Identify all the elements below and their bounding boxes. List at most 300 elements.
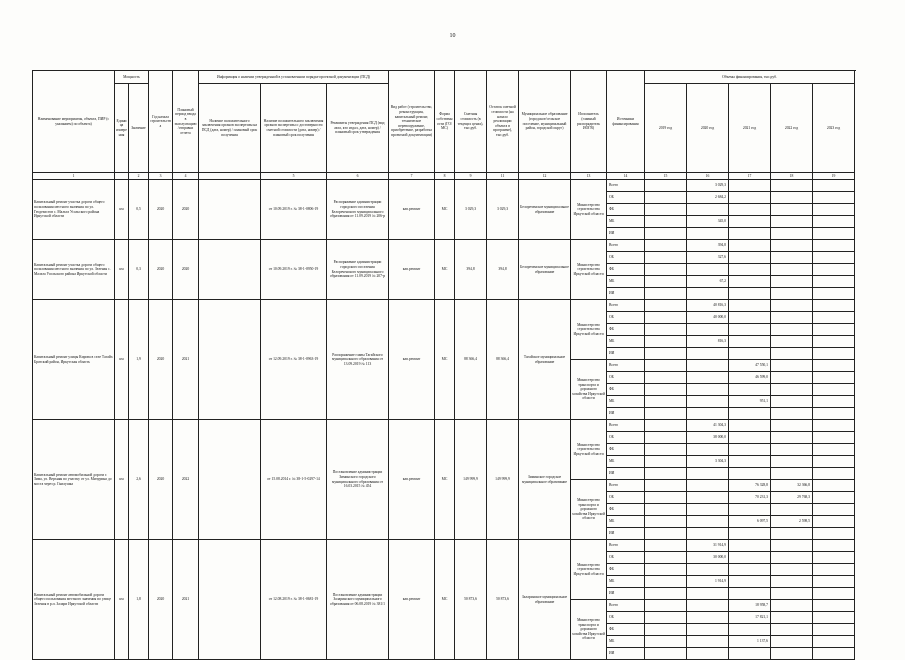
header-year-2020: 2020 год [687, 84, 729, 173]
funding-source: Всего [607, 300, 645, 312]
executor: Министерство транспорта и дорожного хозяйства Иркутской области [571, 480, 607, 540]
funding-2023 [813, 492, 855, 504]
funding-source: МБ [607, 216, 645, 228]
funding-2021 [729, 348, 771, 360]
funding-2019 [645, 372, 687, 384]
funding-2020: 31 914,9 [687, 540, 729, 552]
funding-2021 [729, 408, 771, 420]
funding-2019 [645, 624, 687, 636]
funding-2023 [813, 552, 855, 564]
funding-2022 [771, 396, 813, 408]
cost-conclusion: от 15.08.2014 г. № 38-1-5-0297-14 [261, 420, 327, 540]
end-year: 2021 [173, 300, 199, 420]
funding-2020 [687, 492, 729, 504]
funding-source: ОБ [607, 492, 645, 504]
column-number: 11 [487, 173, 519, 180]
remaining-cost: 3 029,3 [487, 180, 519, 240]
funding-source: ОБ [607, 372, 645, 384]
capacity-value: 0,3 [129, 240, 149, 300]
funding-2020 [687, 468, 729, 480]
funding-2019 [645, 396, 687, 408]
funding-2019 [645, 456, 687, 468]
start-year: 2020 [149, 300, 173, 420]
funding-2023 [813, 612, 855, 624]
start-year: 2020 [149, 180, 173, 240]
column-number: 3 [149, 173, 173, 180]
funding-2019 [645, 300, 687, 312]
funding-2023 [813, 540, 855, 552]
funding-source: ФБ [607, 504, 645, 516]
funding-2021: 18 958,7 [729, 600, 771, 612]
funding-2019 [645, 264, 687, 276]
funding-source: ИИ [607, 588, 645, 600]
funding-2020 [687, 360, 729, 372]
funding-2021 [729, 504, 771, 516]
header-funding-volume: Объемы финансирования, тыс.руб. [645, 71, 855, 84]
capacity-unit: км [115, 420, 129, 540]
funding-2019 [645, 360, 687, 372]
header-unit: Единица измерения [115, 84, 129, 173]
funding-2020 [687, 504, 729, 516]
funding-2019 [645, 216, 687, 228]
funding-source: ФБ [607, 444, 645, 456]
header-cost-conclusion: Наличие положительного заключения органов экспертизы о достоверности сметной стоимости (дата, номер) / плановый срок получения [261, 84, 327, 173]
funding-2021 [729, 312, 771, 324]
header-capacity: Мощность [115, 71, 149, 84]
funding-2022 [771, 648, 813, 660]
funding-2023 [813, 384, 855, 396]
funding-2021 [729, 228, 771, 240]
funding-2022 [771, 432, 813, 444]
funding-2021 [729, 192, 771, 204]
table-row [33, 300, 855, 312]
funding-2022 [771, 564, 813, 576]
funding-source: Всего [607, 420, 645, 432]
funding-2023 [813, 396, 855, 408]
positive-conclusion [199, 240, 261, 300]
funding-2020 [687, 564, 729, 576]
column-number: 1 [33, 173, 115, 180]
funding-2019 [645, 552, 687, 564]
remaining-cost: 88 366,4 [487, 300, 519, 420]
funding-2023 [813, 576, 855, 588]
end-year: 2022 [173, 420, 199, 540]
municipality: Белореченское муниципальное образование [519, 180, 571, 240]
object-name: Капитальный ремонт автомобильной дороги общего пользования местного значения по улице Зеленая в р.п. Залари Иркутской области [33, 540, 115, 660]
funding-2019 [645, 228, 687, 240]
header-work-type: Вид работ (строительство, реконструкция, капитальный ремонт, техническое перевооружение, приобретение, разработка проектной документации) [389, 71, 435, 173]
column-number: 7 [389, 173, 435, 180]
work-type: кап.ремонт [389, 540, 435, 660]
funding-2022 [771, 384, 813, 396]
header-start-year: Год начала строительства [149, 71, 173, 173]
ownership-form: МС [435, 300, 455, 420]
funding-2023 [813, 216, 855, 228]
funding-2023 [813, 180, 855, 192]
column-number [199, 173, 261, 180]
funding-2020 [687, 384, 729, 396]
start-year: 2020 [149, 420, 173, 540]
funding-2023 [813, 408, 855, 420]
funding-2023 [813, 504, 855, 516]
funding-2022 [771, 240, 813, 252]
funding-2020: 3 304,3 [687, 456, 729, 468]
header-year-2019: 2019 год [645, 84, 687, 173]
funding-2020: 327,6 [687, 252, 729, 264]
cost-conclusion: от 10.09.2019 г. № 38-1-0950-19 [261, 240, 327, 300]
funding-2021: 6 097,5 [729, 516, 771, 528]
investment-table [32, 70, 855, 660]
funding-2020 [687, 264, 729, 276]
municipality: Зиминское городское муниципальное образование [519, 420, 571, 540]
funding-2021 [729, 564, 771, 576]
table-body [33, 180, 855, 660]
header-year-2021: 2021 год [729, 84, 771, 173]
funding-2020 [687, 348, 729, 360]
funding-2023 [813, 516, 855, 528]
funding-2021: 76 328,8 [729, 480, 771, 492]
funding-2021 [729, 384, 771, 396]
funding-2023 [813, 624, 855, 636]
executor: Министерство строительства Иркутской области [571, 300, 607, 360]
funding-source: ОБ [607, 612, 645, 624]
funding-2021 [729, 264, 771, 276]
funding-2023 [813, 588, 855, 600]
column-number: 8 [435, 173, 455, 180]
funding-2020 [687, 612, 729, 624]
funding-source: ФБ [607, 564, 645, 576]
funding-2022 [771, 192, 813, 204]
funding-source: ОБ [607, 312, 645, 324]
funding-2022 [771, 312, 813, 324]
funding-source: ФБ [607, 624, 645, 636]
header-approval-act: Реквизиты утверждения ПСД (вид акта, кто издал, дата, номер) / плановый срок утверждения [327, 84, 389, 173]
funding-2022 [771, 288, 813, 300]
capacity-unit: км [115, 540, 129, 660]
funding-2020: 38 000,0 [687, 432, 729, 444]
funding-2020: 2 684,2 [687, 192, 729, 204]
capacity-unit: км [115, 240, 129, 300]
positive-conclusion [199, 420, 261, 540]
funding-2022: 2 598,5 [771, 516, 813, 528]
funding-2021: 951,1 [729, 396, 771, 408]
header-value: Значение [129, 84, 149, 173]
header-ownership: Форма собственности (ГО/МС) [435, 71, 455, 173]
funding-2019 [645, 180, 687, 192]
funding-2023 [813, 276, 855, 288]
funding-2019 [645, 528, 687, 540]
funding-2021 [729, 528, 771, 540]
funding-2020 [687, 624, 729, 636]
header-end-year: Плановый период ввода в эксплуатацию/отправки отчета [173, 71, 199, 173]
funding-2022 [771, 204, 813, 216]
funding-2022 [771, 408, 813, 420]
object-name: Капитальный ремонт участка дороги общего пользования местного значения по ул. Зеленая с. Мальта Усольского района Иркутской области [33, 240, 115, 300]
column-number: 18 [771, 173, 813, 180]
funding-source: МБ [607, 336, 645, 348]
capacity-unit: км [115, 300, 129, 420]
funding-2022: 29 768,3 [771, 492, 813, 504]
funding-2023 [813, 300, 855, 312]
header-object-name: Наименование мероприятия, объекта, ПИР (с указанием) по объекта) [33, 71, 115, 173]
funding-2023 [813, 444, 855, 456]
funding-source: МБ [607, 576, 645, 588]
table-row [33, 180, 855, 192]
funding-source: ИИ [607, 288, 645, 300]
funding-2022 [771, 348, 813, 360]
funding-2020: 30 000,0 [687, 552, 729, 564]
municipality: Тагайское муниципальное образование [519, 300, 571, 420]
funding-2021 [729, 204, 771, 216]
funding-2022 [771, 552, 813, 564]
column-number: 14 [607, 173, 645, 180]
funding-2022 [771, 528, 813, 540]
funding-2020 [687, 588, 729, 600]
funding-2021: 47 550,1 [729, 360, 771, 372]
header-funding-source: Источники финансирования [607, 71, 645, 173]
funding-2022 [771, 336, 813, 348]
funding-source: ОБ [607, 252, 645, 264]
funding-2022 [771, 504, 813, 516]
header-positive-conclusion: Наличие положительного заключения органов экспертизы на ПСД (дата, номер) / плановый срок получения [199, 84, 261, 173]
funding-2019 [645, 348, 687, 360]
funding-2021 [729, 468, 771, 480]
funding-source: МБ [607, 636, 645, 648]
executor: Министерство транспорта и дорожного хозяйства Иркутской области [571, 600, 607, 660]
column-number: 5 [261, 173, 327, 180]
funding-source: ИИ [607, 228, 645, 240]
ownership-form: МС [435, 180, 455, 240]
funding-2019 [645, 420, 687, 432]
municipality: Заларинское муниципальное образование [519, 540, 571, 660]
header-estimated-cost: Сметная стоимость (в текущих ценах), тыс.руб. [455, 71, 487, 173]
funding-2023 [813, 480, 855, 492]
column-number: 4 [173, 173, 199, 180]
funding-2022 [771, 324, 813, 336]
capacity-value: 2,6 [129, 420, 149, 540]
funding-2020 [687, 444, 729, 456]
capacity-value: 0,5 [129, 180, 149, 240]
ownership-form: МС [435, 540, 455, 660]
start-year: 2020 [149, 540, 173, 660]
funding-2022 [771, 588, 813, 600]
funding-source: ФБ [607, 324, 645, 336]
header-year-2022: 2022 год [771, 84, 813, 173]
funding-2021 [729, 216, 771, 228]
column-number: 13 [571, 173, 607, 180]
header-executor: Исполнитель (главный распорядитель ИОГВ) [571, 71, 607, 173]
work-type: кап.ремонт [389, 420, 435, 540]
approval-act: Постановление администрации Заларинского муниципального образования от 06.08.2019 № 381/1 [327, 540, 389, 660]
funding-2021 [729, 444, 771, 456]
table-row [33, 240, 855, 252]
approval-act: Распоряжение главы Тагайского муниципального образования от 13.09.2019 № 113 [327, 300, 389, 420]
funding-source: Всего [607, 180, 645, 192]
municipality: Белореченское муниципальное образование [519, 240, 571, 300]
ownership-form: МС [435, 240, 455, 300]
funding-2023 [813, 420, 855, 432]
work-type: кап.ремонт [389, 300, 435, 420]
funding-2019 [645, 204, 687, 216]
positive-conclusion [199, 300, 261, 420]
funding-source: ИИ [607, 408, 645, 420]
funding-source: Всего [607, 240, 645, 252]
funding-2021: 1 137,6 [729, 636, 771, 648]
funding-2019 [645, 648, 687, 660]
approval-act: Постановление администрации Зиминского городского муниципального образования от 16.03.2015 № 454 [327, 420, 389, 540]
capacity-unit: км [115, 180, 129, 240]
column-number: 19 [813, 173, 855, 180]
column-number: 2 [129, 173, 149, 180]
funding-2023 [813, 240, 855, 252]
funding-source: МБ [607, 396, 645, 408]
funding-2020: 41 304,3 [687, 420, 729, 432]
funding-2019 [645, 312, 687, 324]
funding-source: ОБ [607, 192, 645, 204]
end-year: 2020 [173, 180, 199, 240]
funding-2019 [645, 252, 687, 264]
funding-2021 [729, 552, 771, 564]
funding-2019 [645, 324, 687, 336]
table-row [33, 540, 855, 552]
funding-source: ИИ [607, 648, 645, 660]
funding-2020 [687, 600, 729, 612]
funding-2022 [771, 456, 813, 468]
funding-2023 [813, 228, 855, 240]
capacity-value: 1,8 [129, 540, 149, 660]
funding-2019 [645, 612, 687, 624]
funding-2023 [813, 636, 855, 648]
end-year: 2021 [173, 540, 199, 660]
funding-2019 [645, 492, 687, 504]
funding-source: ОБ [607, 432, 645, 444]
object-name: Капитальный ремонт улицы Кирова в селе Тагайх Братский район, Иркутская область [33, 300, 115, 420]
funding-2021 [729, 624, 771, 636]
funding-source: ИИ [607, 528, 645, 540]
funding-2021 [729, 336, 771, 348]
funding-source: ИИ [607, 348, 645, 360]
funding-2023 [813, 264, 855, 276]
funding-source: ФБ [607, 264, 645, 276]
estimated-cost: 88 366,4 [455, 300, 487, 420]
funding-2019 [645, 540, 687, 552]
executor: Министерство строительства Иркутской области [571, 240, 607, 300]
funding-2020: 816,3 [687, 336, 729, 348]
approval-act: Распоряжение администрации городского поселения Белореченского муниципального образования от 11.09.2019 № 206-р [327, 180, 389, 240]
funding-2020 [687, 528, 729, 540]
funding-source: ОБ [607, 552, 645, 564]
executor: Министерство строительства Иркутской области [571, 180, 607, 240]
funding-2021 [729, 324, 771, 336]
funding-2023 [813, 324, 855, 336]
column-number: 9 [455, 173, 487, 180]
header-year-2023: 2023 год [813, 84, 855, 173]
funding-2019 [645, 444, 687, 456]
funding-2020: 67,2 [687, 276, 729, 288]
funding-source: МБ [607, 276, 645, 288]
funding-2023 [813, 432, 855, 444]
funding-source: ФБ [607, 384, 645, 396]
executor: Министерство строительства Иркутской области [571, 420, 607, 480]
funding-source: Всего [607, 480, 645, 492]
funding-2021: 46 599,0 [729, 372, 771, 384]
funding-2022: 32 366,8 [771, 480, 813, 492]
funding-2020 [687, 204, 729, 216]
funding-2022 [771, 252, 813, 264]
funding-2023 [813, 528, 855, 540]
funding-2022 [771, 600, 813, 612]
funding-2019 [645, 576, 687, 588]
estimated-cost: 3 029,3 [455, 180, 487, 240]
funding-2023 [813, 372, 855, 384]
table-row [33, 420, 855, 432]
funding-2021 [729, 540, 771, 552]
column-number: 16 [687, 173, 729, 180]
funding-source: ИИ [607, 468, 645, 480]
start-year: 2020 [149, 240, 173, 300]
funding-2019 [645, 636, 687, 648]
funding-2022 [771, 636, 813, 648]
funding-2022 [771, 576, 813, 588]
funding-2020 [687, 288, 729, 300]
funding-2019 [645, 432, 687, 444]
funding-2023 [813, 204, 855, 216]
funding-2022 [771, 468, 813, 480]
funding-2020 [687, 480, 729, 492]
remaining-cost: 394,8 [487, 240, 519, 300]
executor: Министерство транспорта и дорожного хозяйства Иркутской области [571, 360, 607, 420]
funding-2020 [687, 228, 729, 240]
funding-2023 [813, 468, 855, 480]
funding-2022 [771, 444, 813, 456]
funding-2021 [729, 288, 771, 300]
funding-2019 [645, 408, 687, 420]
funding-2023 [813, 600, 855, 612]
header-municipality: Муниципальное образование (городское/сельское поселение, муниципальный район, городской округ) [519, 71, 571, 173]
funding-2023 [813, 288, 855, 300]
funding-source: Всего [607, 360, 645, 372]
positive-conclusion [199, 180, 261, 240]
executor: Министерство строительства Иркутской области [571, 540, 607, 600]
object-name: Капитальный ремонт автомобильной дороги г. Зима, ул. Верхняя по участку от ул. Мичурина до моста через р. Гнилушка [33, 420, 115, 540]
funding-2020: 394,8 [687, 240, 729, 252]
funding-2021 [729, 432, 771, 444]
funding-2020 [687, 516, 729, 528]
funding-2022 [771, 360, 813, 372]
column-number-row [33, 173, 855, 180]
funding-source: Всего [607, 600, 645, 612]
funding-2023 [813, 312, 855, 324]
header-doc-info: Информация о наличии утвержденной в установленном порядке проектной документации (ПСД) [199, 71, 389, 84]
work-type: кап.ремонт [389, 180, 435, 240]
funding-2021 [729, 648, 771, 660]
funding-2020: 40 000,0 [687, 312, 729, 324]
funding-2023 [813, 336, 855, 348]
funding-2021 [729, 456, 771, 468]
funding-2019 [645, 336, 687, 348]
funding-source: МБ [607, 456, 645, 468]
funding-2021 [729, 180, 771, 192]
funding-2019 [645, 516, 687, 528]
funding-2020 [687, 636, 729, 648]
funding-2021 [729, 576, 771, 588]
funding-2021 [729, 588, 771, 600]
positive-conclusion [199, 540, 261, 660]
funding-2023 [813, 648, 855, 660]
page-number: 10 [449, 33, 456, 39]
funding-2023 [813, 252, 855, 264]
funding-2019 [645, 288, 687, 300]
